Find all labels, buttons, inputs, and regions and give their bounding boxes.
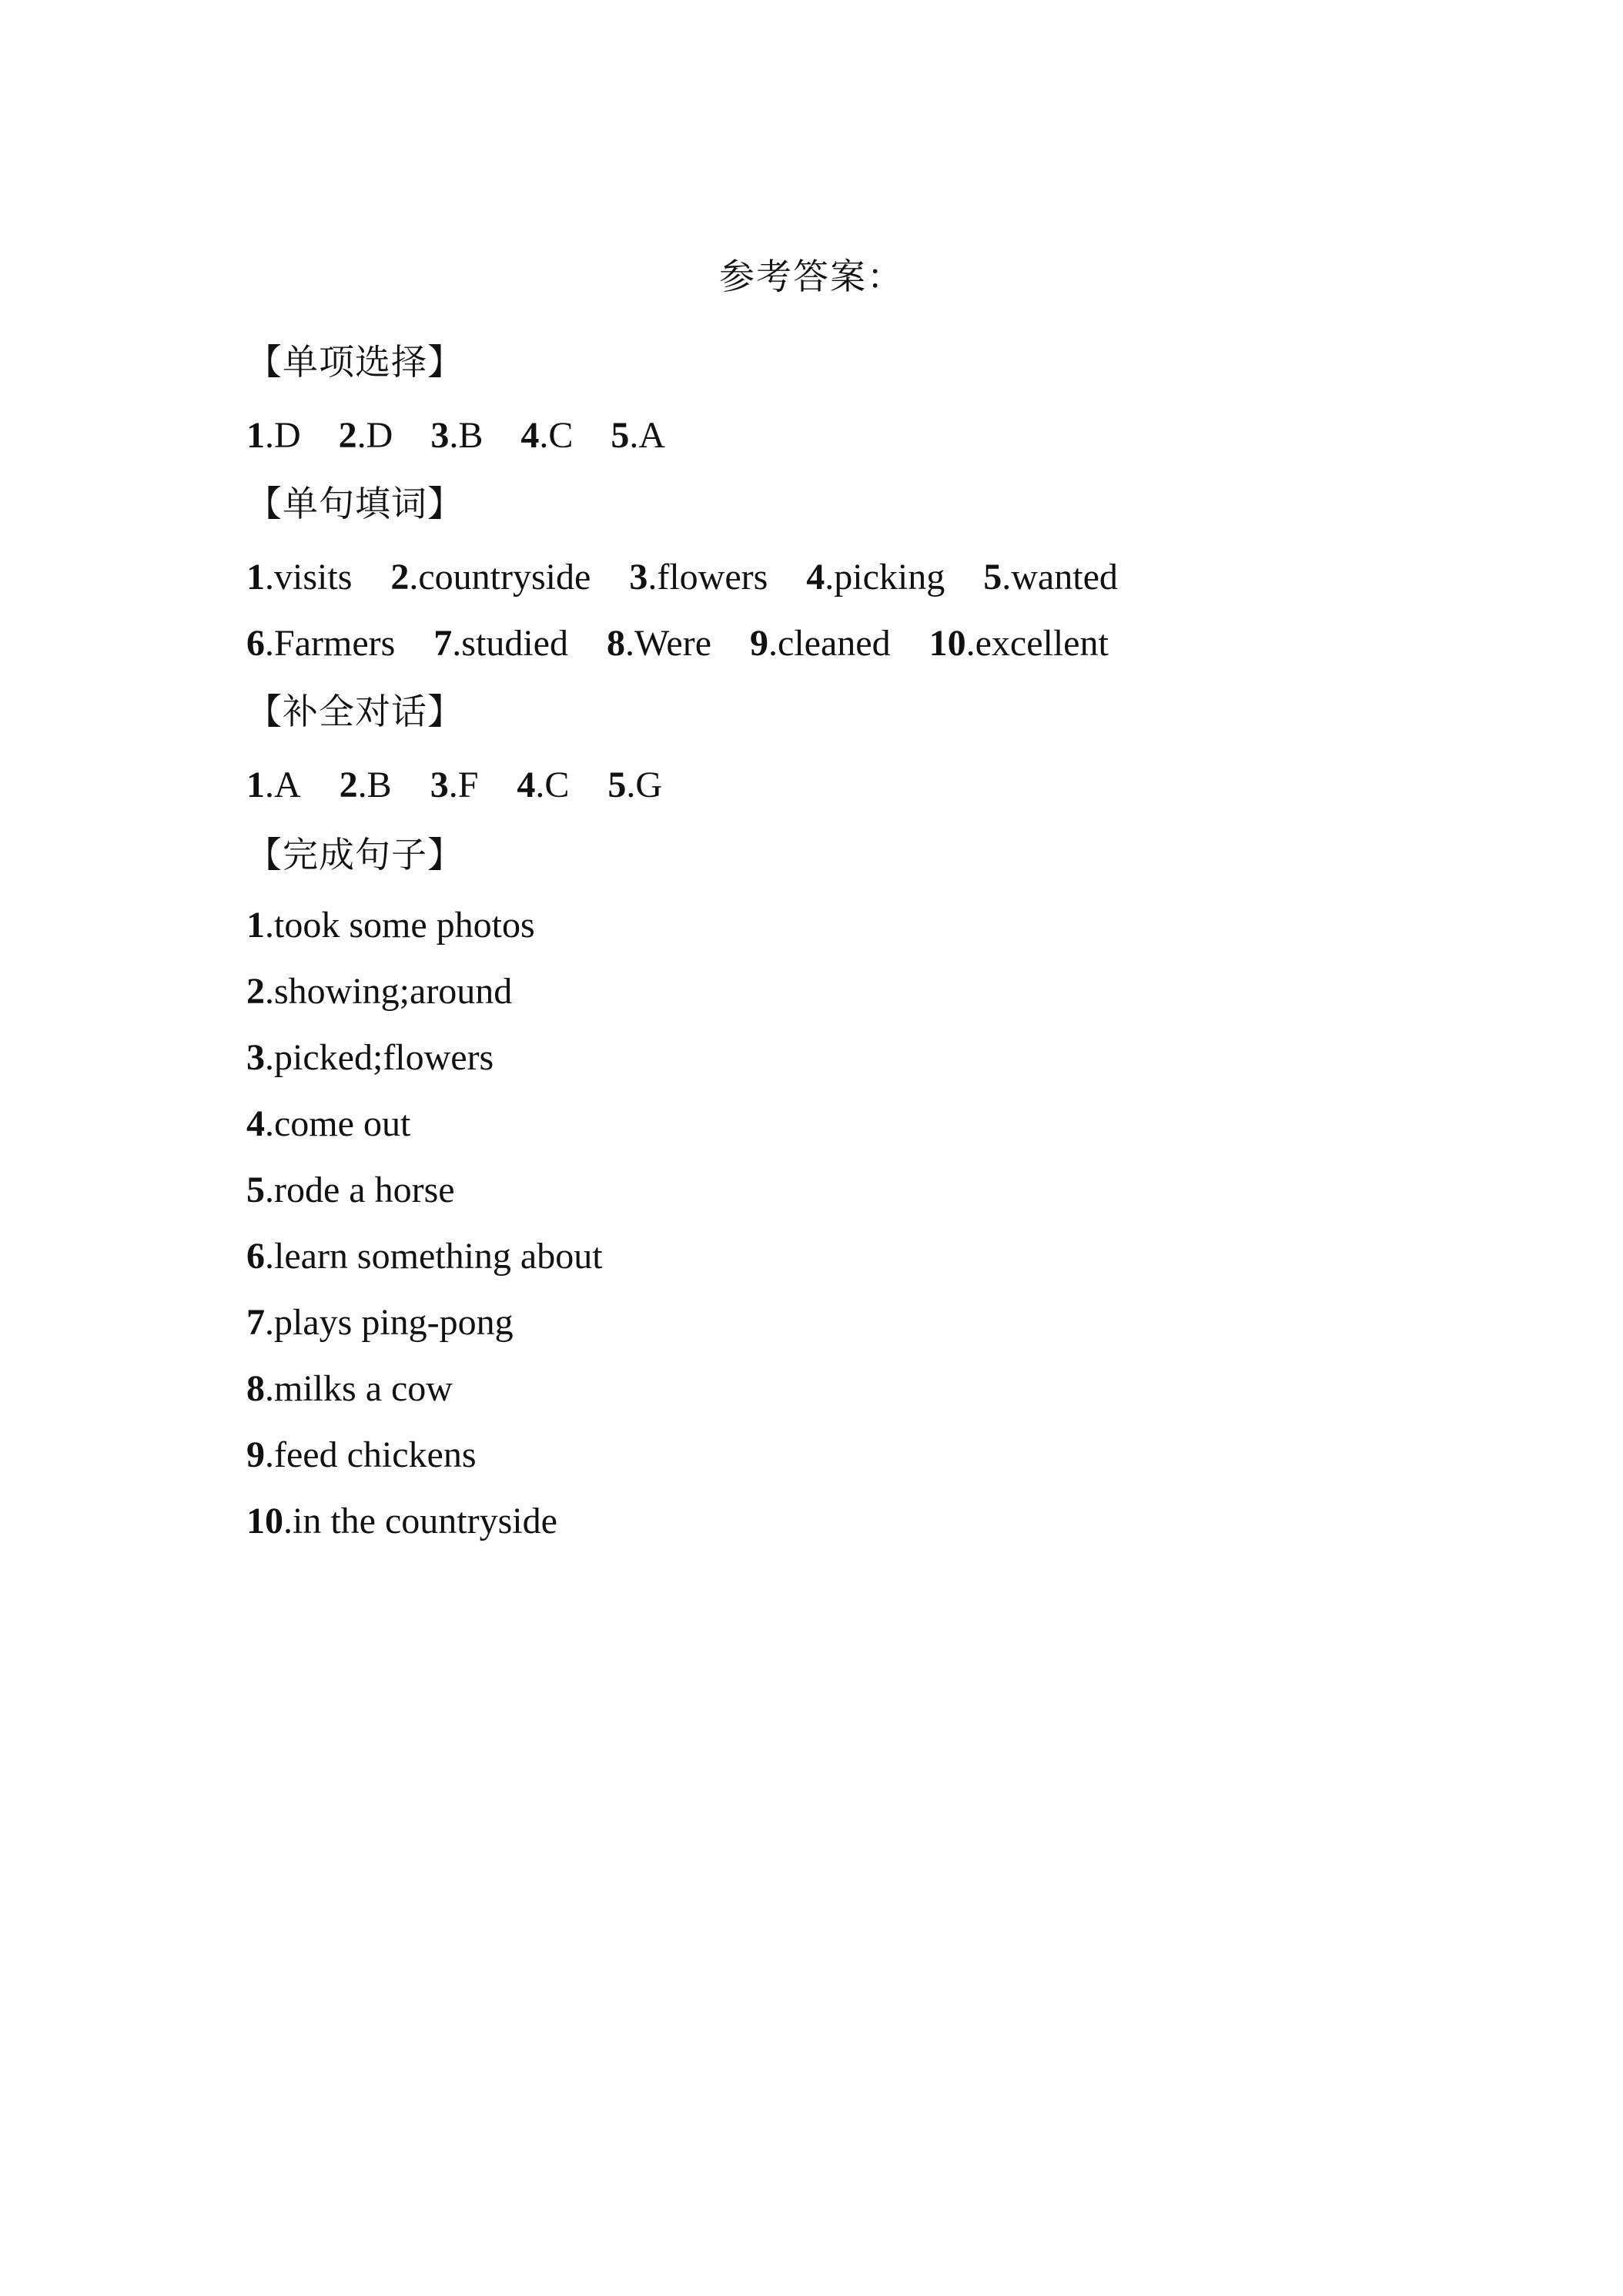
answer-item: 4.C: [520, 415, 574, 456]
answer-item: 5.wanted: [983, 557, 1118, 597]
answer-item: 7.plays ping-pong: [246, 1302, 514, 1343]
answer-item: 5.G: [607, 765, 663, 805]
answer-item: 5.A: [611, 415, 666, 456]
answer-item: 7.studied: [433, 623, 568, 664]
answer-item: 8.Were: [606, 623, 712, 664]
answer-item: 8.milks a cow: [246, 1368, 453, 1409]
answer-item: 10.excellent: [929, 623, 1109, 664]
answer-row: [246, 621, 1147, 667]
answer-item: 10.in the countryside: [246, 1501, 557, 1541]
answer-item: 2.B: [339, 765, 392, 805]
answer-item: 1.took some photos: [246, 905, 535, 946]
answer-item: 4.C: [517, 765, 570, 805]
answer-item: 2.D: [338, 415, 393, 456]
answer-item: 1.D: [246, 415, 301, 456]
answer-item: 9.cleaned: [750, 623, 891, 664]
answer-row: [246, 554, 1156, 601]
answer-item: 9.feed chickens: [246, 1434, 477, 1475]
answer-item: 3.F: [430, 765, 479, 805]
section-heading-complete-sentences: 【完成句子】: [246, 834, 463, 875]
answer-item: 2.showing;around: [246, 971, 513, 1012]
answer-item: 3.B: [430, 415, 484, 456]
answer-item: 6.Farmers: [246, 623, 396, 664]
answer-item: 6.learn something about: [246, 1236, 603, 1277]
section-heading-dialogue: 【补全对话】: [246, 691, 463, 732]
answer-item: 5.rode a horse: [246, 1170, 455, 1210]
section-heading-multiple-choice: 【单项选择】: [246, 341, 463, 383]
answer-item: 1.visits: [246, 557, 353, 597]
answer-item: 3.picked;flowers: [246, 1037, 494, 1078]
answer-item: 2.countryside: [390, 557, 591, 597]
answer-item: 4.picking: [806, 557, 945, 597]
answer-item: 3.flowers: [629, 557, 768, 597]
answer-row: [246, 762, 701, 808]
answer-row: [246, 413, 703, 459]
answer-item: 1.A: [246, 765, 301, 805]
section-heading-word-fill: 【单句填词】: [246, 483, 463, 524]
page-title: 参考答案：: [719, 256, 904, 297]
answer-item: 4.come out: [246, 1103, 411, 1144]
